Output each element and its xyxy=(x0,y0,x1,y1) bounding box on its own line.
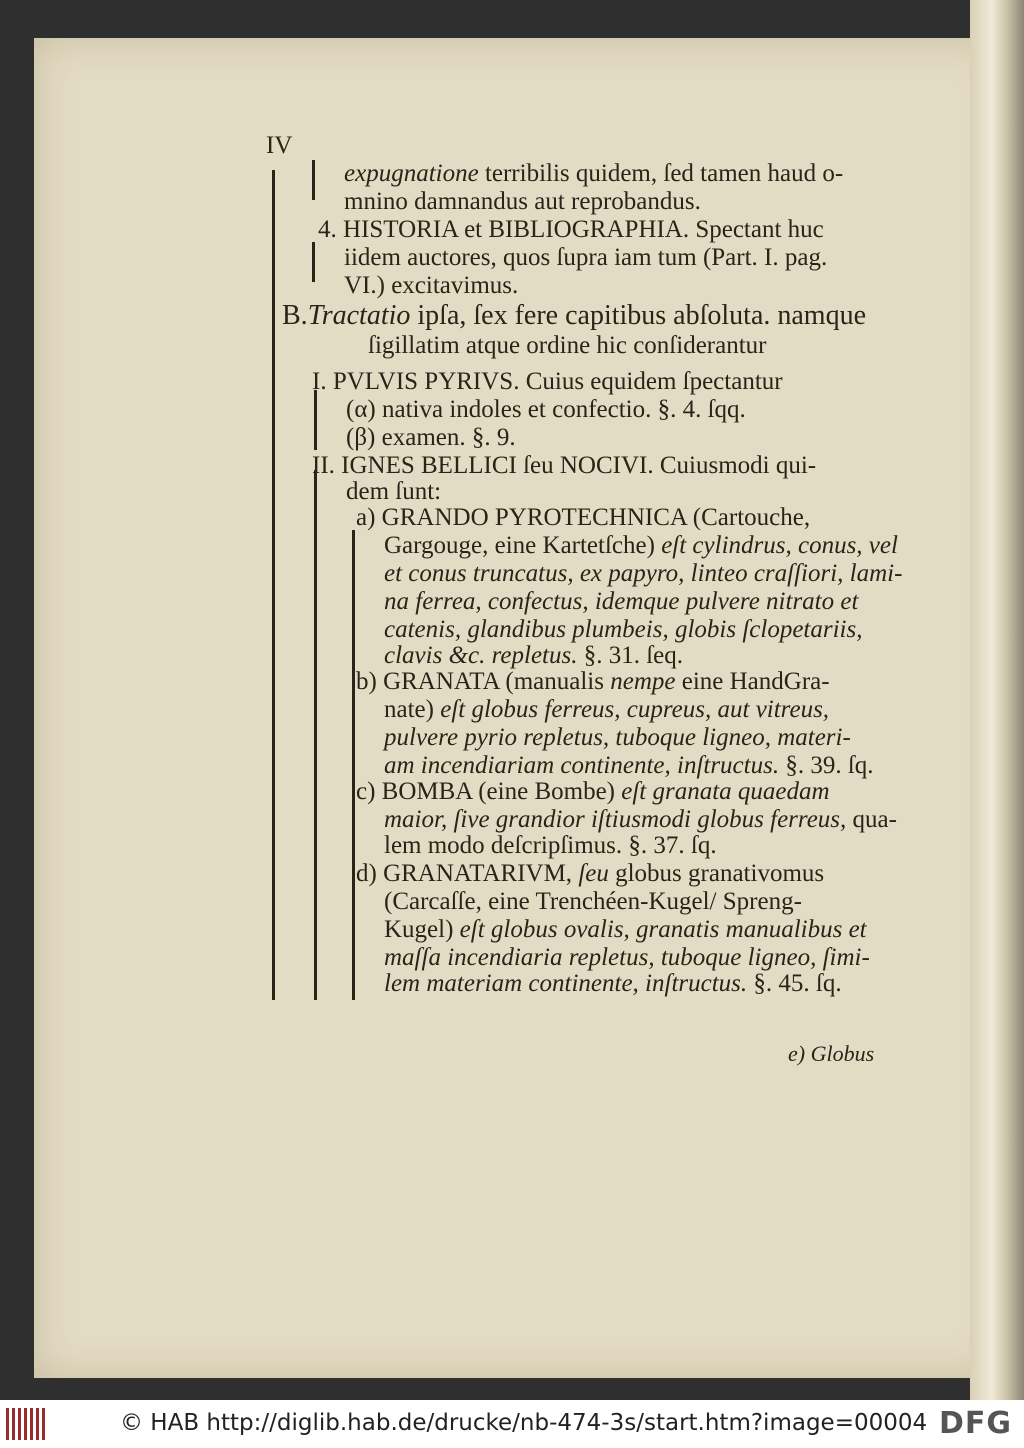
text-line xyxy=(282,300,866,332)
text-line: mnino damnandus aut reprobandus. xyxy=(344,188,701,215)
text-span: c) BOMBA (eine Bombe) xyxy=(356,778,615,805)
bracket-line xyxy=(272,170,275,1000)
page-number: IV xyxy=(266,132,293,159)
footer-credit-link[interactable]: © HAB http://diglib.hab.de/drucke/nb-474-3s/start.htm?image=00004 xyxy=(120,1410,928,1436)
text-line: VI.) excitavimus. xyxy=(344,272,519,299)
text-span: clavis &c. repletus. xyxy=(384,642,578,669)
text-line: I. PVLVIS PYRIVS. Cuius equidem ſpectantur xyxy=(312,368,783,395)
bracket-line xyxy=(314,390,317,450)
text-span: nempe xyxy=(610,668,676,695)
bracket-line xyxy=(312,160,315,200)
text-line: catenis, glandibus plumbeis, globis ſclopetariis, xyxy=(384,616,863,643)
text-span: §. 31. ſeq. xyxy=(577,642,684,669)
text-span: maior, ſive grandior iſtiusmodi globus ferreus, xyxy=(384,806,847,833)
text-line xyxy=(384,968,842,1000)
text-span: d) GRANATARIVM, xyxy=(356,860,579,887)
text-line: (Carcaſſe, eine Trenchéen-Kugel/ Spreng- xyxy=(384,888,802,915)
text-span: nate) xyxy=(384,696,434,723)
text-span: Gargouge, eine Kartetſche) xyxy=(384,532,655,559)
footer-bar xyxy=(0,1400,1024,1448)
text-line: dem ſunt: xyxy=(346,478,442,505)
text-span: lem materiam continente, inſtructus. xyxy=(384,970,748,997)
text-line: et conus truncatus, ex papyro, linteo craſſiori, lami- xyxy=(384,560,903,587)
bracket-line xyxy=(352,530,355,1000)
text-span: ſeu xyxy=(578,860,609,887)
text-span: eſt globus ferreus, cupreus, aut vitreus, xyxy=(433,696,830,723)
text-span: b) GRANATA (manualis xyxy=(356,668,611,695)
text-span: Tractatio xyxy=(307,300,411,331)
text-span: §. 45. ſq. xyxy=(747,970,842,997)
text-line: maſſa incendiaria repletus, tuboque ligneo, ſimi- xyxy=(384,944,870,971)
dfg-logo: DFG xyxy=(938,1406,1012,1441)
text-line: 4. HISTORIA et BIBLIOGRAPHIA. Spectant huc xyxy=(318,216,824,243)
bracket-line xyxy=(314,470,317,1000)
text-span: eſt cylindrus, conus, vel xyxy=(654,532,898,559)
page-edge xyxy=(970,0,1024,1400)
text-line: (β) examen. §. 9. xyxy=(346,424,516,451)
text-line: ſigillatim atque ordine hic conſiderantur xyxy=(368,332,767,359)
text-line: a) GRANDO PYROTECHNICA (Cartouche, xyxy=(356,504,811,531)
text-span: terribilis quidem, ſed tamen haud o- xyxy=(478,160,844,187)
bracket-line xyxy=(312,242,315,282)
text-line: lem modo deſcripſimus. §. 37. ſq. xyxy=(384,832,717,859)
text-span: ipſa, ſex fere capitibus abſoluta. namque xyxy=(410,300,867,331)
text-span: §. 39. ſq. xyxy=(779,752,874,779)
text-span: globus granativomus xyxy=(608,860,825,887)
text-line: (α) nativa indoles et confectio. §. 4. ſqq. xyxy=(346,396,746,423)
text-line: na ferrea, confectus, idemque pulvere nitrato et xyxy=(384,588,859,615)
text-span: am incendiariam continente, inſtructus. xyxy=(384,752,780,779)
text-span: B. xyxy=(282,300,308,331)
text-line: pulvere pyrio repletus, tuboque ligneo, materi- xyxy=(384,724,851,751)
barcode-icon xyxy=(6,1408,46,1440)
text-line: iidem auctores, quos ſupra iam tum (Part. I. pag. xyxy=(344,244,828,271)
text-span: expugnatione xyxy=(344,160,479,187)
text-span: Kugel) xyxy=(384,916,454,943)
text-line: II. IGNES BELLICI ſeu NOCIVI. Cuiusmodi qui- xyxy=(312,452,817,479)
text-span: eine HandGra- xyxy=(675,668,830,695)
text-span: qua- xyxy=(846,806,897,833)
text-span: eſt granata quaedam xyxy=(614,778,830,805)
catchword: e) Globus xyxy=(788,1041,875,1066)
text-span: eſt globus ovalis, granatis manualibus et xyxy=(453,916,867,943)
